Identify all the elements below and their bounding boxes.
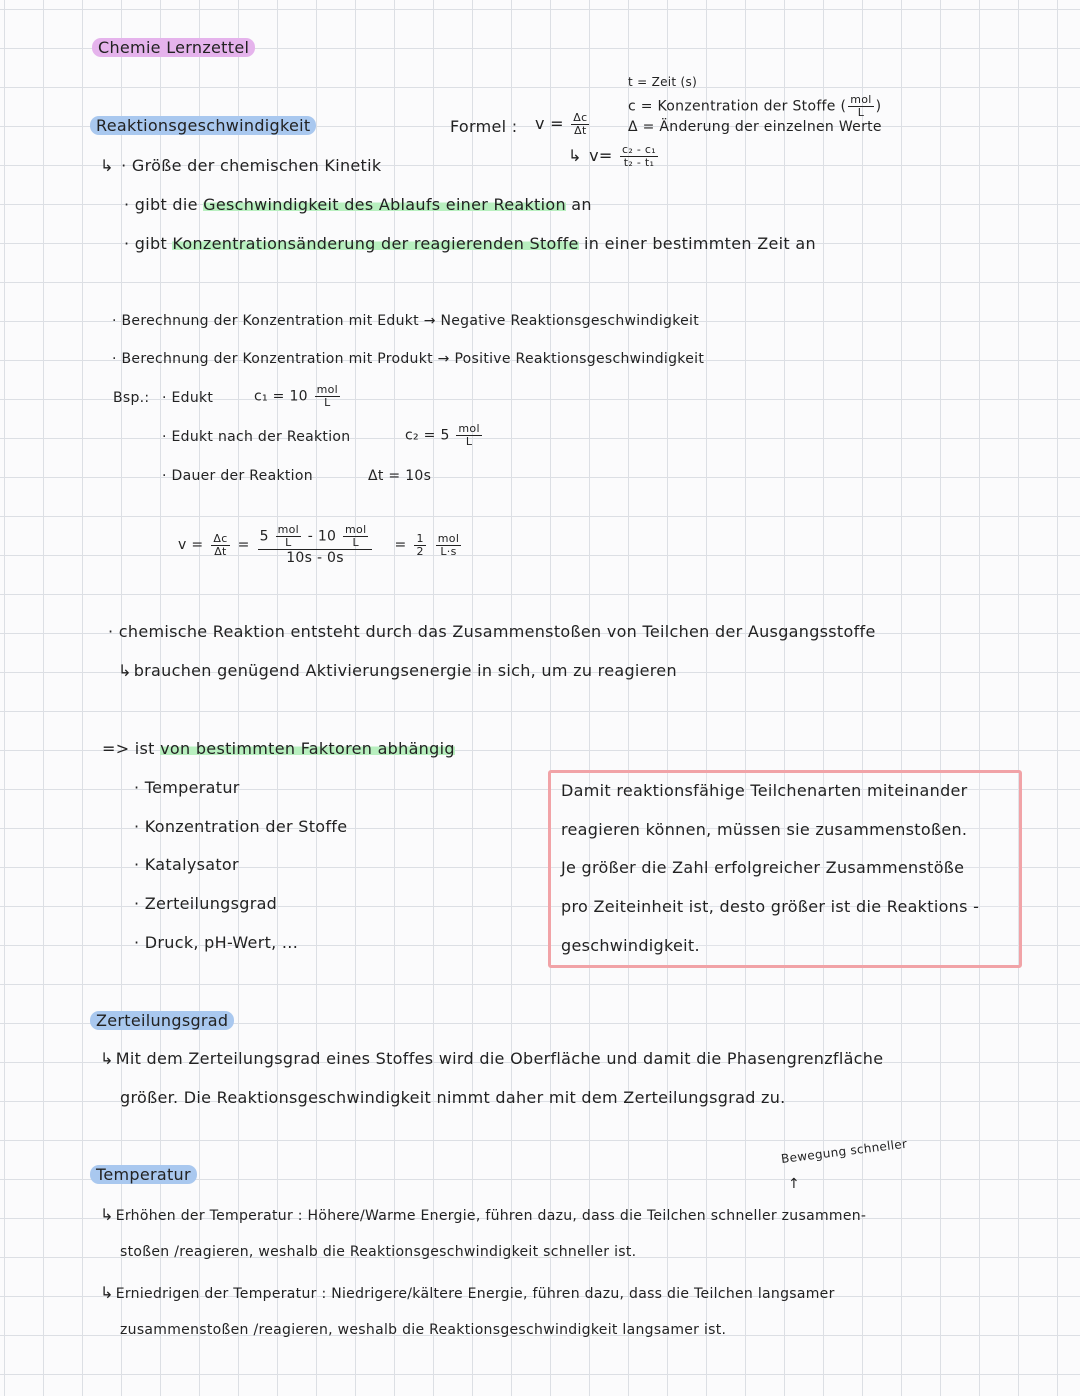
example-c2: c₂ = 5 $\frac{\text{mol}}{L}$ bbox=[405, 422, 480, 448]
definition-line: ↳ · Größe der chemischen Kinetik bbox=[100, 156, 382, 175]
equation-main-fraction: 5 $\frac{\text{mol}}{L}$ - 10 $\frac{\text{mol}}{L}$ 10s - 0s bbox=[258, 524, 373, 566]
collision-line-2: ↳ brauchen genügend Aktivierungsenergie in sich, um zu reagieren bbox=[118, 661, 677, 680]
example-edukt: · Edukt bbox=[162, 390, 214, 406]
info-box bbox=[548, 770, 1022, 968]
temperatur-line-2: stoßen /reagieren, weshalb die Reaktionsgeschwindigkeit schneller ist. bbox=[120, 1244, 637, 1260]
example-label: Bsp.: bbox=[113, 390, 150, 406]
example-edukt-after: · Edukt nach der Reaktion bbox=[162, 429, 351, 445]
section-heading-reaktionsgeschwindigkeit: Reaktionsgeschwindigkeit bbox=[90, 116, 316, 135]
info-box-line: pro Zeiteinheit ist, desto größer ist die Reaktions - bbox=[561, 897, 980, 916]
zerteilungsgrad-line-1: ↳ Mit dem Zerteilungsgrad eines Stoffes wird die Oberfläche und damit die Phasengrenzfläche bbox=[100, 1049, 884, 1068]
example-duration: · Dauer der Reaktion bbox=[162, 468, 313, 484]
return-arrow-icon: ↳ bbox=[118, 661, 132, 680]
legend-c: c = Konzentration der Stoffe ( $\frac{\text{mol}}{L}$ ) bbox=[628, 93, 882, 119]
section-heading-zerteilungsgrad: Zerteilungsgrad bbox=[90, 1011, 234, 1030]
factor-item: · Zerteilungsgrad bbox=[134, 894, 278, 913]
factor-item: · Druck, pH-Wert, ... bbox=[134, 933, 299, 952]
info-box-line: reagieren können, müssen sie zusammenstoßen. bbox=[561, 820, 968, 839]
info-box-line: Je größer die Zahl erfolgreicher Zusammenstöße bbox=[561, 858, 965, 877]
factor-item: · Temperatur bbox=[134, 778, 240, 797]
temperatur-line-3: ↳ Erniedrigen der Temperatur : Niedrigere/kältere Energie, führen dazu, dass die Teilchen langsamer bbox=[100, 1283, 835, 1302]
return-arrow-icon: ↳ bbox=[100, 156, 114, 175]
return-arrow-icon: ↳ bbox=[100, 1205, 114, 1224]
collision-line-1: · chemische Reaktion entsteht durch das Zusammenstoßen von Teilchen der Ausgangsstoffe bbox=[108, 622, 876, 641]
zerteilungsgrad-line-2: größer. Die Reaktionsgeschwindigkeit nimmt daher mit dem Zerteilungsgrad zu. bbox=[120, 1088, 786, 1107]
description-line-2: · gibt Konzentrationsänderung der reagierenden Stoffe in einer bestimmten Zeit an bbox=[124, 234, 816, 253]
factor-item: · Katalysator bbox=[134, 855, 239, 874]
formula-label: Formel : bbox=[450, 117, 518, 136]
calc-line-produkt: · Berechnung der Konzentration mit Produkt → Positive Reaktionsgeschwindigkeit bbox=[112, 351, 705, 367]
example-dt: Δt = 10s bbox=[368, 468, 432, 484]
factor-item: · Konzentration der Stoffe bbox=[134, 817, 348, 836]
page-title: Chemie Lernzettel bbox=[92, 38, 255, 57]
temperatur-line-4: zusammenstoßen /reagieren, weshalb die Reaktionsgeschwindigkeit langsamer ist. bbox=[120, 1322, 727, 1338]
worked-equation: v = $\frac{\Delta c}{\Delta t}$ = 5 $\frac{\text{mol}}{L}$ - 10 $\frac{\text{mol}}{L}$ 10s - 0s = $\frac{1}{2}$ $\frac{\text{mol}}{L\cdot s}$ bbox=[178, 523, 460, 566]
formula-expanded-fraction: $\frac{\text{c₂ - c₁}}{\text{t₂ - t₁}}$ bbox=[621, 143, 656, 169]
return-arrow-icon: ↳ bbox=[100, 1283, 114, 1302]
legend-delta: Δ = Änderung der einzelnen Werte bbox=[628, 119, 882, 135]
example-c1: c₁ = 10 $\frac{\text{mol}}{L}$ bbox=[254, 383, 339, 409]
formula-expanded: ↳ v= $\frac{\text{c₂ - c₁}}{\text{t₂ - t₁}}$ bbox=[568, 143, 656, 169]
annotation-note: Bewegung schneller bbox=[780, 1136, 908, 1166]
description-line-1: · gibt die Geschwindigkeit des Ablaufs einer Reaktion an bbox=[124, 195, 592, 214]
formula-fraction: $\frac{\Delta c}{\Delta t}$ bbox=[573, 111, 588, 137]
info-box-line: geschwindigkeit. bbox=[561, 936, 700, 955]
up-arrow-icon: ↑ bbox=[788, 1176, 801, 1192]
return-arrow-icon: ↳ bbox=[568, 146, 582, 165]
factors-intro: => ist von bestimmten Faktoren abhängig bbox=[102, 739, 455, 758]
formula-main: v = $\frac{\Delta c}{\Delta t}$ bbox=[535, 111, 588, 137]
calc-line-edukt: · Berechnung der Konzentration mit Edukt → Negative Reaktionsgeschwindigkeit bbox=[112, 313, 700, 329]
legend-t: t = Zeit (s) bbox=[628, 75, 698, 89]
return-arrow-icon: ↳ bbox=[100, 1049, 114, 1068]
section-heading-temperatur: Temperatur bbox=[90, 1165, 197, 1184]
temperatur-line-1: ↳ Erhöhen der Temperatur : Höhere/Warme Energie, führen dazu, dass die Teilchen schneller zusammen- bbox=[100, 1205, 867, 1224]
info-box-line: Damit reaktionsfähige Teilchenarten miteinander bbox=[561, 781, 968, 800]
